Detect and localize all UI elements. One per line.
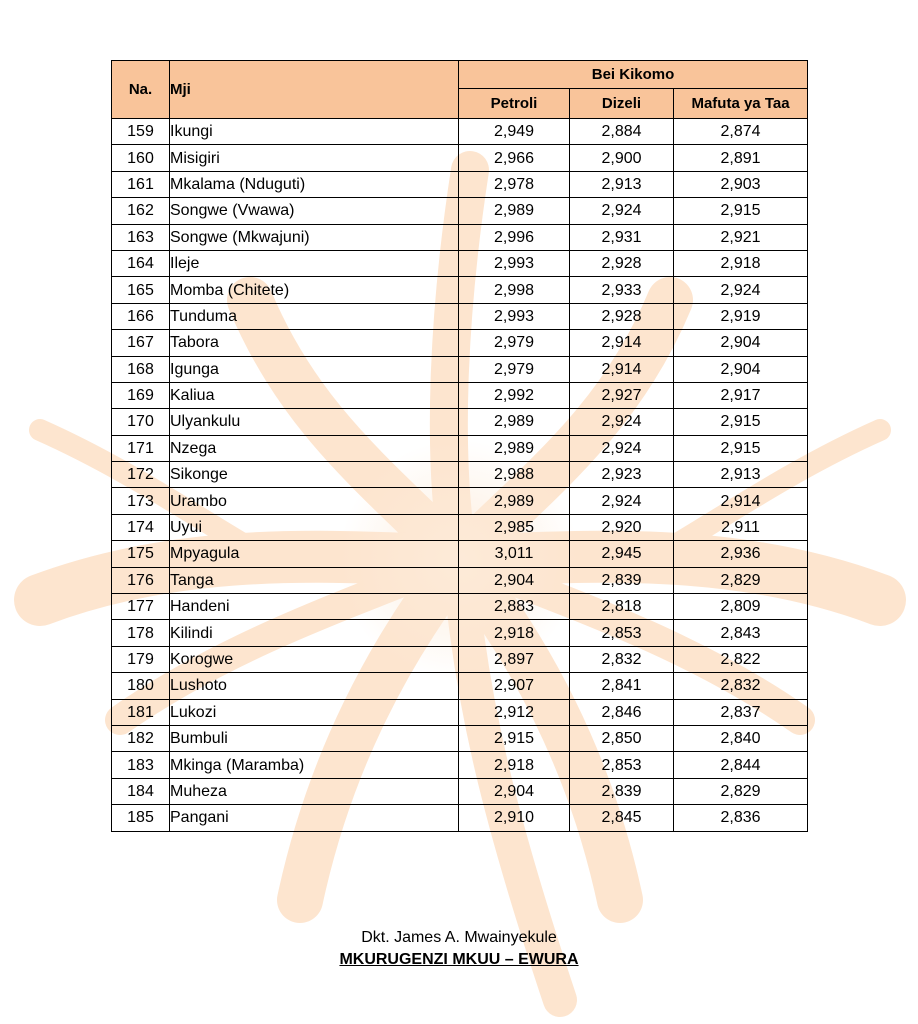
cell-number: 178 — [112, 620, 170, 646]
cell-petrol: 2,949 — [459, 119, 570, 145]
table-row — [112, 435, 808, 461]
cell-number: 161 — [112, 171, 170, 197]
header-petrol: Petroli — [459, 89, 570, 119]
header-price-cap: Bei Kikomo — [459, 61, 808, 89]
cell-kerosene: 2,837 — [674, 699, 808, 725]
cell-diesel: 2,846 — [570, 699, 674, 725]
table-row — [112, 725, 808, 751]
table-row — [112, 330, 808, 356]
cell-town: Urambo — [170, 488, 459, 514]
cell-number: 172 — [112, 462, 170, 488]
cell-kerosene: 2,921 — [674, 224, 808, 250]
cell-town: Lushoto — [170, 673, 459, 699]
cell-number: 173 — [112, 488, 170, 514]
cell-diesel: 2,924 — [570, 409, 674, 435]
cell-number: 181 — [112, 699, 170, 725]
price-table-container — [111, 60, 807, 832]
table-row — [112, 409, 808, 435]
cell-diesel: 2,913 — [570, 171, 674, 197]
cell-kerosene: 2,836 — [674, 805, 808, 831]
table-row — [112, 382, 808, 408]
cell-town: Pangani — [170, 805, 459, 831]
cell-petrol: 2,989 — [459, 488, 570, 514]
cell-kerosene: 2,903 — [674, 171, 808, 197]
cell-number: 184 — [112, 778, 170, 804]
cell-town: Tabora — [170, 330, 459, 356]
cell-number: 164 — [112, 250, 170, 276]
cell-town: Ikungi — [170, 119, 459, 145]
cell-kerosene: 2,829 — [674, 567, 808, 593]
cell-petrol: 2,912 — [459, 699, 570, 725]
cell-diesel: 2,928 — [570, 303, 674, 329]
signatory-name: Dkt. James A. Mwainyekule — [361, 929, 557, 946]
table-row — [112, 171, 808, 197]
cell-town: Lukozi — [170, 699, 459, 725]
cell-town: Bumbuli — [170, 725, 459, 751]
cell-petrol: 2,915 — [459, 725, 570, 751]
cell-diesel: 2,884 — [570, 119, 674, 145]
cell-petrol: 2,897 — [459, 646, 570, 672]
cell-diesel: 2,928 — [570, 250, 674, 276]
cell-petrol: 2,985 — [459, 514, 570, 540]
cell-diesel: 2,920 — [570, 514, 674, 540]
cell-diesel: 2,850 — [570, 725, 674, 751]
cell-kerosene: 2,829 — [674, 778, 808, 804]
cell-petrol: 2,910 — [459, 805, 570, 831]
cell-number: 162 — [112, 198, 170, 224]
cell-town: Ileje — [170, 250, 459, 276]
cell-kerosene: 2,904 — [674, 356, 808, 382]
cell-kerosene: 2,822 — [674, 646, 808, 672]
cell-diesel: 2,853 — [570, 620, 674, 646]
cell-number: 160 — [112, 145, 170, 171]
cell-petrol: 2,992 — [459, 382, 570, 408]
table-row — [112, 488, 808, 514]
cell-kerosene: 2,915 — [674, 435, 808, 461]
cell-kerosene: 2,915 — [674, 409, 808, 435]
table-row — [112, 541, 808, 567]
cell-kerosene: 2,844 — [674, 752, 808, 778]
cell-town: Nzega — [170, 435, 459, 461]
table-row — [112, 119, 808, 145]
table-row — [112, 145, 808, 171]
table-row — [112, 567, 808, 593]
cell-kerosene: 2,917 — [674, 382, 808, 408]
table-row — [112, 303, 808, 329]
signatory-title: MKURUGENZI MKUU – EWURA — [339, 951, 579, 968]
cell-town: Korogwe — [170, 646, 459, 672]
table-row — [112, 356, 808, 382]
table-row — [112, 594, 808, 620]
cell-town: Mkalama (Nduguti) — [170, 171, 459, 197]
cell-diesel: 2,914 — [570, 356, 674, 382]
cell-petrol: 2,993 — [459, 250, 570, 276]
cell-town: Mpyagula — [170, 541, 459, 567]
cell-kerosene: 2,832 — [674, 673, 808, 699]
table-row — [112, 646, 808, 672]
cell-petrol: 2,904 — [459, 567, 570, 593]
cell-number: 175 — [112, 541, 170, 567]
cell-diesel: 2,841 — [570, 673, 674, 699]
cell-petrol: 2,978 — [459, 171, 570, 197]
cell-kerosene: 2,915 — [674, 198, 808, 224]
table-row — [112, 620, 808, 646]
cell-kerosene: 2,911 — [674, 514, 808, 540]
cell-town: Igunga — [170, 356, 459, 382]
cell-petrol: 2,989 — [459, 409, 570, 435]
table-row — [112, 778, 808, 804]
cell-kerosene: 2,919 — [674, 303, 808, 329]
table-row — [112, 277, 808, 303]
cell-number: 165 — [112, 277, 170, 303]
cell-number: 177 — [112, 594, 170, 620]
cell-petrol: 2,979 — [459, 356, 570, 382]
cell-petrol: 3,011 — [459, 541, 570, 567]
cell-town: Muheza — [170, 778, 459, 804]
cell-number: 179 — [112, 646, 170, 672]
table-row — [112, 514, 808, 540]
cell-petrol: 2,979 — [459, 330, 570, 356]
cell-number: 185 — [112, 805, 170, 831]
cell-kerosene: 2,809 — [674, 594, 808, 620]
cell-number: 167 — [112, 330, 170, 356]
cell-diesel: 2,927 — [570, 382, 674, 408]
table-row — [112, 673, 808, 699]
table-row — [112, 752, 808, 778]
cell-petrol: 2,918 — [459, 752, 570, 778]
cell-town: Kilindi — [170, 620, 459, 646]
cell-kerosene: 2,936 — [674, 541, 808, 567]
cell-number: 174 — [112, 514, 170, 540]
cell-diesel: 2,945 — [570, 541, 674, 567]
table-row — [112, 250, 808, 276]
cell-kerosene: 2,874 — [674, 119, 808, 145]
cell-number: 168 — [112, 356, 170, 382]
cell-kerosene: 2,843 — [674, 620, 808, 646]
table-header — [112, 61, 808, 119]
cell-number: 170 — [112, 409, 170, 435]
cell-town: Songwe (Vwawa) — [170, 198, 459, 224]
fuel-price-table — [111, 60, 808, 832]
header-diesel: Dizeli — [570, 89, 674, 119]
cell-diesel: 2,914 — [570, 330, 674, 356]
cell-town: Mkinga (Maramba) — [170, 752, 459, 778]
table-body — [112, 119, 808, 832]
header-number: Na. — [112, 61, 170, 119]
cell-diesel: 2,931 — [570, 224, 674, 250]
cell-petrol: 2,989 — [459, 198, 570, 224]
cell-petrol: 2,998 — [459, 277, 570, 303]
cell-diesel: 2,818 — [570, 594, 674, 620]
cell-diesel: 2,924 — [570, 198, 674, 224]
cell-town: Sikonge — [170, 462, 459, 488]
cell-number: 183 — [112, 752, 170, 778]
cell-number: 180 — [112, 673, 170, 699]
cell-number: 166 — [112, 303, 170, 329]
cell-diesel: 2,839 — [570, 778, 674, 804]
cell-diesel: 2,900 — [570, 145, 674, 171]
cell-number: 159 — [112, 119, 170, 145]
cell-number: 182 — [112, 725, 170, 751]
table-row — [112, 224, 808, 250]
cell-petrol: 2,883 — [459, 594, 570, 620]
header-kerosene: Mafuta ya Taa — [674, 89, 808, 119]
cell-kerosene: 2,913 — [674, 462, 808, 488]
cell-town: Kaliua — [170, 382, 459, 408]
cell-number: 171 — [112, 435, 170, 461]
cell-town: Tanga — [170, 567, 459, 593]
header-town: Mji — [170, 61, 459, 119]
cell-number: 176 — [112, 567, 170, 593]
cell-diesel: 2,924 — [570, 488, 674, 514]
cell-kerosene: 2,924 — [674, 277, 808, 303]
cell-number: 169 — [112, 382, 170, 408]
cell-diesel: 2,839 — [570, 567, 674, 593]
cell-petrol: 2,989 — [459, 435, 570, 461]
cell-petrol: 2,907 — [459, 673, 570, 699]
cell-town: Misigiri — [170, 145, 459, 171]
table-row — [112, 699, 808, 725]
cell-diesel: 2,845 — [570, 805, 674, 831]
cell-kerosene: 2,904 — [674, 330, 808, 356]
cell-number: 163 — [112, 224, 170, 250]
cell-kerosene: 2,840 — [674, 725, 808, 751]
table-row — [112, 805, 808, 831]
cell-town: Momba (Chitete) — [170, 277, 459, 303]
cell-petrol: 2,993 — [459, 303, 570, 329]
cell-town: Handeni — [170, 594, 459, 620]
table-row — [112, 462, 808, 488]
cell-petrol: 2,996 — [459, 224, 570, 250]
cell-town: Tunduma — [170, 303, 459, 329]
cell-petrol: 2,918 — [459, 620, 570, 646]
cell-diesel: 2,923 — [570, 462, 674, 488]
cell-town: Uyui — [170, 514, 459, 540]
cell-petrol: 2,988 — [459, 462, 570, 488]
cell-diesel: 2,924 — [570, 435, 674, 461]
cell-town: Songwe (Mkwajuni) — [170, 224, 459, 250]
cell-diesel: 2,832 — [570, 646, 674, 672]
cell-kerosene: 2,914 — [674, 488, 808, 514]
cell-petrol: 2,904 — [459, 778, 570, 804]
cell-petrol: 2,966 — [459, 145, 570, 171]
cell-kerosene: 2,918 — [674, 250, 808, 276]
cell-diesel: 2,933 — [570, 277, 674, 303]
table-row — [112, 198, 808, 224]
cell-kerosene: 2,891 — [674, 145, 808, 171]
cell-town: Ulyankulu — [170, 409, 459, 435]
cell-diesel: 2,853 — [570, 752, 674, 778]
